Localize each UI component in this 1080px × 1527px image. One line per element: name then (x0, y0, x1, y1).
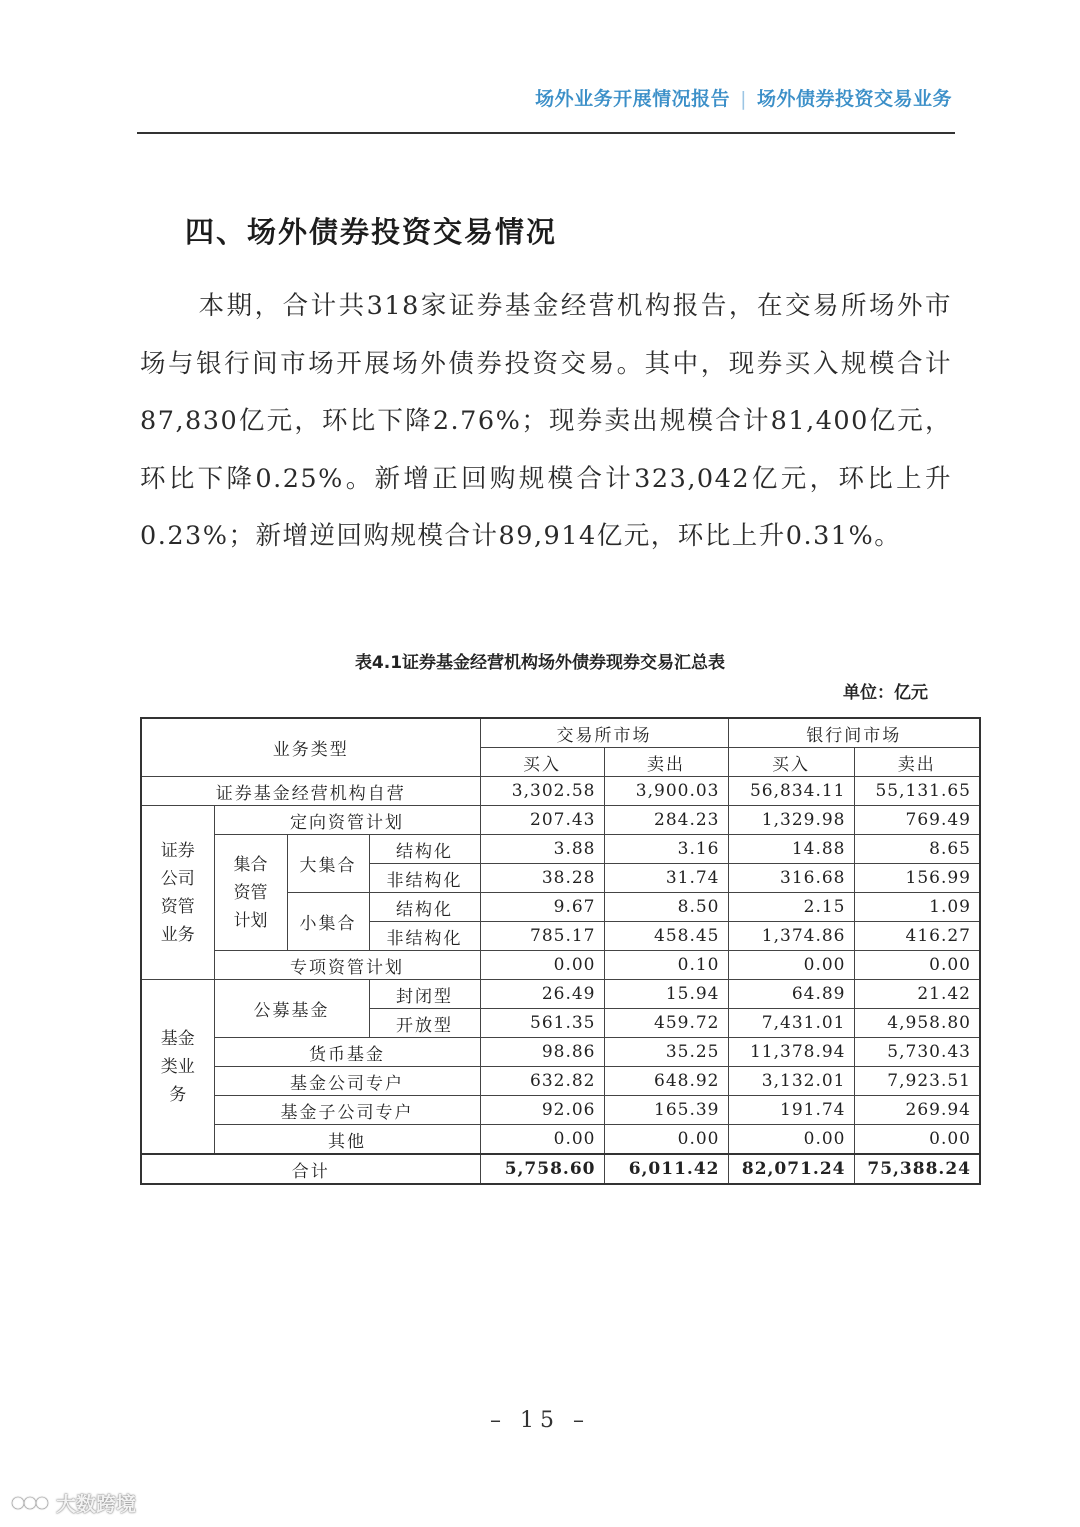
cell-value: 7,923.51 (854, 1067, 980, 1096)
page-number: – 15 – (490, 1408, 590, 1433)
cell-value: 156.99 (854, 864, 980, 893)
cell-value: 64.89 (728, 980, 854, 1009)
header-exchange-buy: 买入 (480, 748, 604, 777)
row-label: 非结构化 (369, 922, 480, 951)
cell-value: 785.17 (480, 922, 604, 951)
cell-value: 0.00 (728, 951, 854, 980)
cell-total: 82,071.24 (728, 1154, 854, 1184)
cell-value: 92.06 (480, 1096, 604, 1125)
table-row (141, 806, 980, 835)
row-label-total: 合计 (141, 1154, 480, 1184)
cell-value: 561.35 (480, 1009, 604, 1038)
running-header (535, 84, 952, 111)
cell-value: 632.82 (480, 1067, 604, 1096)
header-interbank-buy: 买入 (728, 748, 854, 777)
header-interbank-sell: 卖出 (854, 748, 980, 777)
row-label: 封闭型 (369, 980, 480, 1009)
subgroup-label-public-fund: 公募基金 (214, 980, 369, 1038)
watermark-text: 大数跨境 (56, 1492, 136, 1516)
cell-value: 2.15 (728, 893, 854, 922)
table-row (141, 1096, 980, 1125)
cell-value: 416.27 (854, 922, 980, 951)
subgroup-label-large: 大集合 (287, 835, 369, 893)
cell-value: 191.74 (728, 1096, 854, 1125)
subgroup-label-small: 小集合 (287, 893, 369, 951)
table-unit: 单位：亿元 (843, 683, 928, 703)
header-report-title: 场外业务开展情况报告 (535, 88, 731, 110)
cell-value: 3.88 (480, 835, 604, 864)
header-business-type: 业务类型 (141, 718, 480, 777)
cell-value: 459.72 (604, 1009, 728, 1038)
cell-value: 31.74 (604, 864, 728, 893)
cell-value: 8.50 (604, 893, 728, 922)
cell-value: 648.92 (604, 1067, 728, 1096)
cell-value: 3,900.03 (604, 777, 728, 806)
cell-value: 1,329.98 (728, 806, 854, 835)
table-total-row (141, 1154, 980, 1184)
table-caption: 表4.1证券基金经营机构场外债券现券交易汇总表 (354, 653, 726, 673)
cell-value: 14.88 (728, 835, 854, 864)
cell-value: 7,431.01 (728, 1009, 854, 1038)
row-label: 结构化 (369, 835, 480, 864)
row-label: 结构化 (369, 893, 480, 922)
cell-value: 56,834.11 (728, 777, 854, 806)
watermark-logo-icon (10, 1492, 50, 1514)
cell-value: 8.65 (854, 835, 980, 864)
group-label-fund: 基金类业务 (141, 980, 214, 1155)
header-separator: | (740, 88, 747, 110)
cell-value: 165.39 (604, 1096, 728, 1125)
group-label-collective: 集合资管计划 (214, 835, 287, 951)
cell-value: 1,374.86 (728, 922, 854, 951)
cell-value: 3.16 (604, 835, 728, 864)
header-section-title: 场外债券投资交易业务 (756, 88, 952, 110)
row-label: 货币基金 (214, 1038, 480, 1067)
cell-total: 6,011.42 (604, 1154, 728, 1184)
row-label: 非结构化 (369, 864, 480, 893)
cell-value: 35.25 (604, 1038, 728, 1067)
cell-value: 769.49 (854, 806, 980, 835)
cell-value: 1.09 (854, 893, 980, 922)
cell-value: 0.00 (728, 1125, 854, 1155)
header-exchange-market: 交易所市场 (480, 718, 728, 748)
cell-value: 21.42 (854, 980, 980, 1009)
cell-value: 38.28 (480, 864, 604, 893)
row-label: 证券基金经营机构自营 (141, 777, 480, 806)
row-label: 其他 (214, 1125, 480, 1155)
cell-total: 5,758.60 (480, 1154, 604, 1184)
cell-value: 3,132.01 (728, 1067, 854, 1096)
row-label: 专项资管计划 (214, 951, 480, 980)
cell-value: 55,131.65 (854, 777, 980, 806)
row-label: 开放型 (369, 1009, 480, 1038)
cell-value: 0.00 (480, 1125, 604, 1155)
cell-value: 0.00 (604, 1125, 728, 1155)
cell-value: 0.00 (480, 951, 604, 980)
table-row (141, 1038, 980, 1067)
table-row (141, 951, 980, 980)
cell-value: 458.45 (604, 922, 728, 951)
section-title: 四、场外债券投资交易情况 (185, 215, 558, 249)
table-row (141, 777, 980, 806)
bond-trading-table (140, 717, 981, 1185)
table-row (141, 1067, 980, 1096)
cell-value: 9.67 (480, 893, 604, 922)
cell-value: 0.00 (854, 1125, 980, 1155)
cell-total: 75,388.24 (854, 1154, 980, 1184)
cell-value: 3,302.58 (480, 777, 604, 806)
header-rule (137, 132, 955, 134)
cell-value: 11,378.94 (728, 1038, 854, 1067)
row-label: 基金子公司专户 (214, 1096, 480, 1125)
cell-value: 5,730.43 (854, 1038, 980, 1067)
summary-paragraph: 本期，合计共318家证券基金经营机构报告，在交易所场外市场与银行间市场开展场外债券投资交易。其中，现券买入规模合计87,830亿元，环比下降2.76%；现券卖出规模合计81,400亿元，环比下降0.25%。新增正回购规模合计323,042亿元，环比上升0.23%；新增逆回购规模合计89,914亿元，环比上升0.31%。 (140, 291, 952, 551)
cell-value: 284.23 (604, 806, 728, 835)
group-label-securities: 证券公司资管业务 (141, 806, 214, 980)
cell-value: 26.49 (480, 980, 604, 1009)
watermark (10, 1488, 136, 1517)
cell-value: 207.43 (480, 806, 604, 835)
cell-value: 4,958.80 (854, 1009, 980, 1038)
table-row (141, 980, 980, 1009)
row-label: 基金公司专户 (214, 1067, 480, 1096)
cell-value: 0.00 (854, 951, 980, 980)
header-exchange-sell: 卖出 (604, 748, 728, 777)
table-header-row (141, 718, 980, 748)
cell-value: 316.68 (728, 864, 854, 893)
cell-value: 0.10 (604, 951, 728, 980)
cell-value: 269.94 (854, 1096, 980, 1125)
header-interbank-market: 银行间市场 (728, 718, 980, 748)
cell-value: 98.86 (480, 1038, 604, 1067)
table-row (141, 835, 980, 864)
row-label: 定向资管计划 (214, 806, 480, 835)
table-row (141, 1125, 980, 1155)
cell-value: 15.94 (604, 980, 728, 1009)
